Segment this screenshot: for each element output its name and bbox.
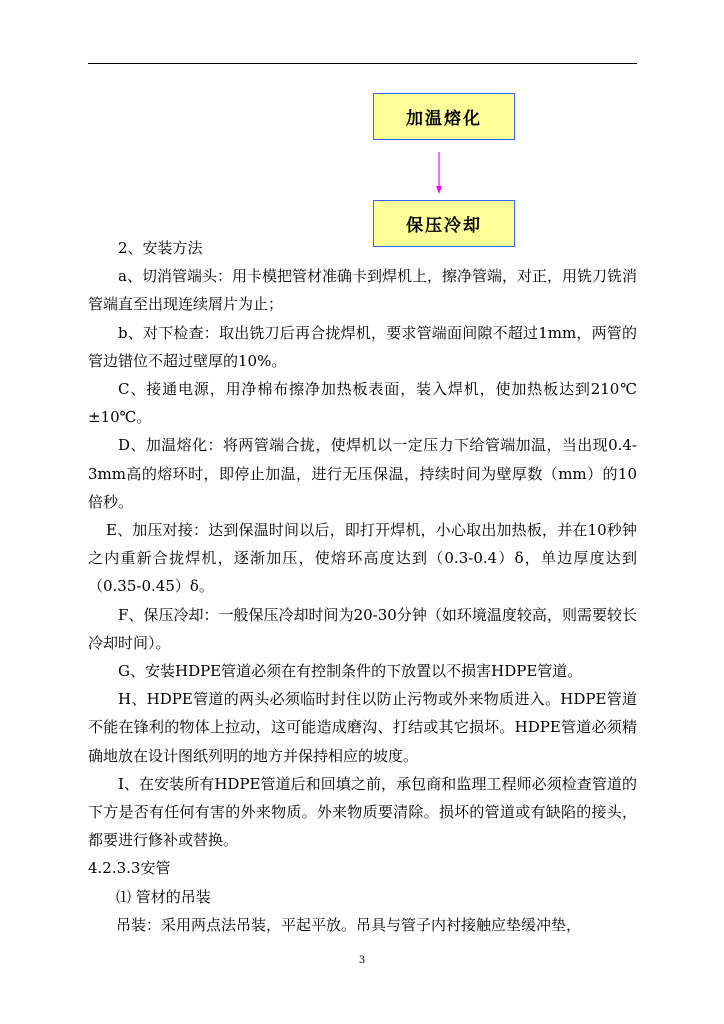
paragraph-step-c: C、接通电源，用净棉布擦净加热板表面，装入焊机，使加热板达到210℃±10℃。 (88, 380, 637, 427)
flowchart-box-heating-label: 加温熔化 (406, 109, 482, 129)
paragraph-step-g: G、安装HDPE管道必须在有控制条件的下放置以不损害HDPE管道。 (118, 662, 583, 681)
document-body (88, 234, 637, 939)
page-number: 3 (358, 955, 366, 966)
flowchart-box-heating (373, 93, 515, 140)
paragraph-hoisting: 吊装：采用两点法吊装，平起平放。吊具与管子内衬接触应垫缓冲垫， (116, 915, 582, 934)
paragraph-step-a: a、切消管端头：用卡模把管材准确卡到焊机上，擦净管端，对正，用铣刀铣消管端直至出现连续屑片为止； (88, 267, 637, 314)
subheading-pipe-hoisting: ⑴ 管材的吊装 (116, 887, 211, 906)
section-heading-pipe-install: 4.2.3.3安管 (88, 859, 171, 878)
paragraph-step-f: F、保压冷却：一般保压冷却时间为20-30分钟（如环境温度较高，则需要较长冷却时间）。 (88, 605, 637, 652)
paragraph-install-method: 2、安装方法 (118, 239, 203, 257)
flowchart-arrow-down-icon (436, 152, 442, 194)
paragraph-step-i: I、在安装所有HDPE管道后和回填之前，承包商和监理工程师必须检查管道的下方是否有任何有害的外来物质。外来物质要清除。损坏的管道或有缺陷的接头，都要进行修补或替换。 (88, 774, 637, 850)
paragraph-step-d: D、加温熔化：将两管端合拢，使焊机以一定压力下给管端加温，当出现0.4-3mm高的熔环时，即停止加温，进行无压保温，持续时间为壁厚数（mm）的10倍秒。 (88, 436, 637, 511)
flowchart-box-cooling-label: 保压冷却 (406, 216, 482, 236)
flowchart-arrow-head (436, 186, 442, 194)
paragraph-step-e: E、加压对接：达到保温时间以后，即打开焊机，小心取出加热板，并在10秒钟之内重新合拢焊机，逐渐加压，使熔环高度达到（0.3-0.4）δ，单边厚度达到（0.35-0.45）δ。 (88, 521, 637, 596)
paragraph-step-b: b、对下检查：取出铣刀后再合拢焊机，要求管端面间隙不超过1mm，两管的管边错位不超过壁厚的10%。 (88, 323, 637, 370)
paragraph-step-h: H、HDPE管道的两头必须临时封住以防止污物或外来物质进入。HDPE管道不能在锋利的物体上拉动，这可能造成磨沟、打结或其它损坏。HDPE管道必须精确地放在设计图纸列明的地方并保持相应的坡度。 (88, 690, 637, 765)
header-rule (88, 63, 637, 64)
